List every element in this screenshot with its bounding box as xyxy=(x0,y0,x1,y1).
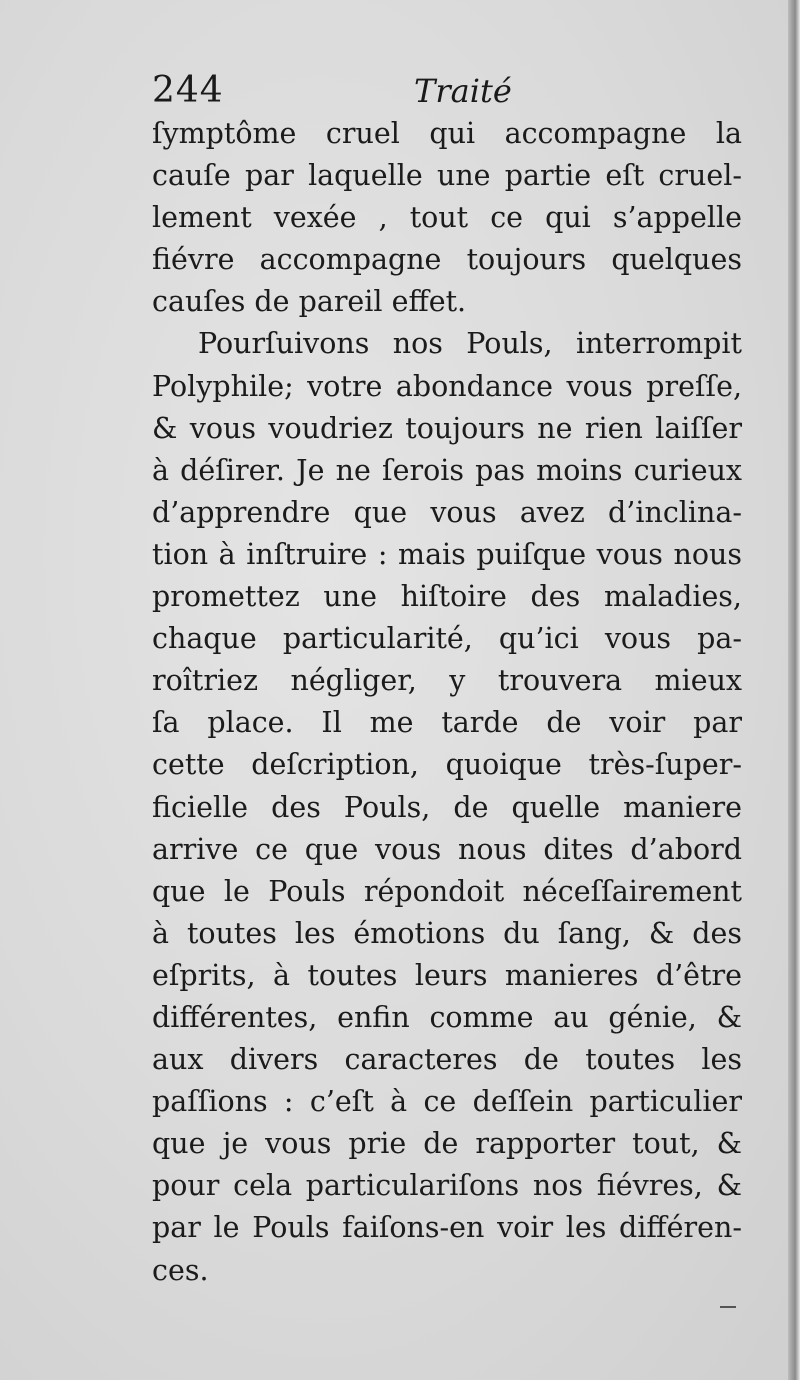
text-line: cette deſcription, quoique très-ſuper- xyxy=(152,748,742,782)
text-line: aux divers caracteres de toutes les xyxy=(152,1043,742,1077)
text-line: fiévre accompagne toujours quelques xyxy=(152,243,742,277)
page-edge xyxy=(788,0,800,1380)
text-line: différentes, enfin comme au génie, & xyxy=(152,1000,742,1034)
text-line: ficielle des Pouls, de quelle maniere xyxy=(152,790,742,824)
body-text xyxy=(152,113,742,1292)
text-line: & vous voudriez toujours ne rien laiſſer xyxy=(152,411,742,445)
text-line: cauſe par laquelle une partie eſt cruel- xyxy=(152,159,742,193)
text-line: lement vexée , tout ce qui s’appelle xyxy=(152,201,742,235)
text-line: chaque particularité, qu’ici vous pa- xyxy=(152,622,742,656)
running-title: Traité xyxy=(414,72,512,110)
text-line: arrive ce que vous nous dites d’abord xyxy=(152,832,742,866)
text-line: Pourſuivons nos Pouls, interrompit xyxy=(198,327,742,361)
page-number: 244 xyxy=(152,70,224,111)
text-line: ſa place. Il me tarde de voir par xyxy=(152,706,742,740)
text-line: ſymptôme cruel qui accompagne la xyxy=(152,117,742,150)
text-line: d’apprendre que vous avez d’inclina- xyxy=(152,495,742,529)
text-line: eſprits, à toutes leurs manieres d’être xyxy=(152,958,742,992)
text-line: tion à inſtruire : mais puiſque vous nous xyxy=(152,537,742,571)
text-line: paſſions : c’eſt à ce deſſein particulier xyxy=(152,1085,742,1119)
text-line: promettez une hiſtoire des maladies, xyxy=(152,580,742,614)
text-line: Polyphile; votre abondance vous preſſe, xyxy=(152,369,742,403)
text-line: roîtriez négliger, y trouvera mieux xyxy=(152,664,742,698)
running-header xyxy=(152,70,742,118)
text-line: que je vous prie de rapporter tout, & xyxy=(152,1127,742,1161)
text-line: que le Pouls répondoit néceſſairement xyxy=(152,874,742,908)
text-line: à toutes les émotions du ſang, & des xyxy=(152,916,742,950)
text-line: ces. xyxy=(152,1253,209,1287)
text-line: par le Pouls faiſons-en voir les différen- xyxy=(152,1211,742,1245)
printer-mark xyxy=(720,1306,736,1308)
text-line: cauſes de pareil effet. xyxy=(152,285,467,319)
text-line: à déſirer. Je ne ſerois pas moins curieux xyxy=(152,453,742,487)
text-line: pour cela particulariſons nos fiévres, & xyxy=(152,1169,742,1203)
